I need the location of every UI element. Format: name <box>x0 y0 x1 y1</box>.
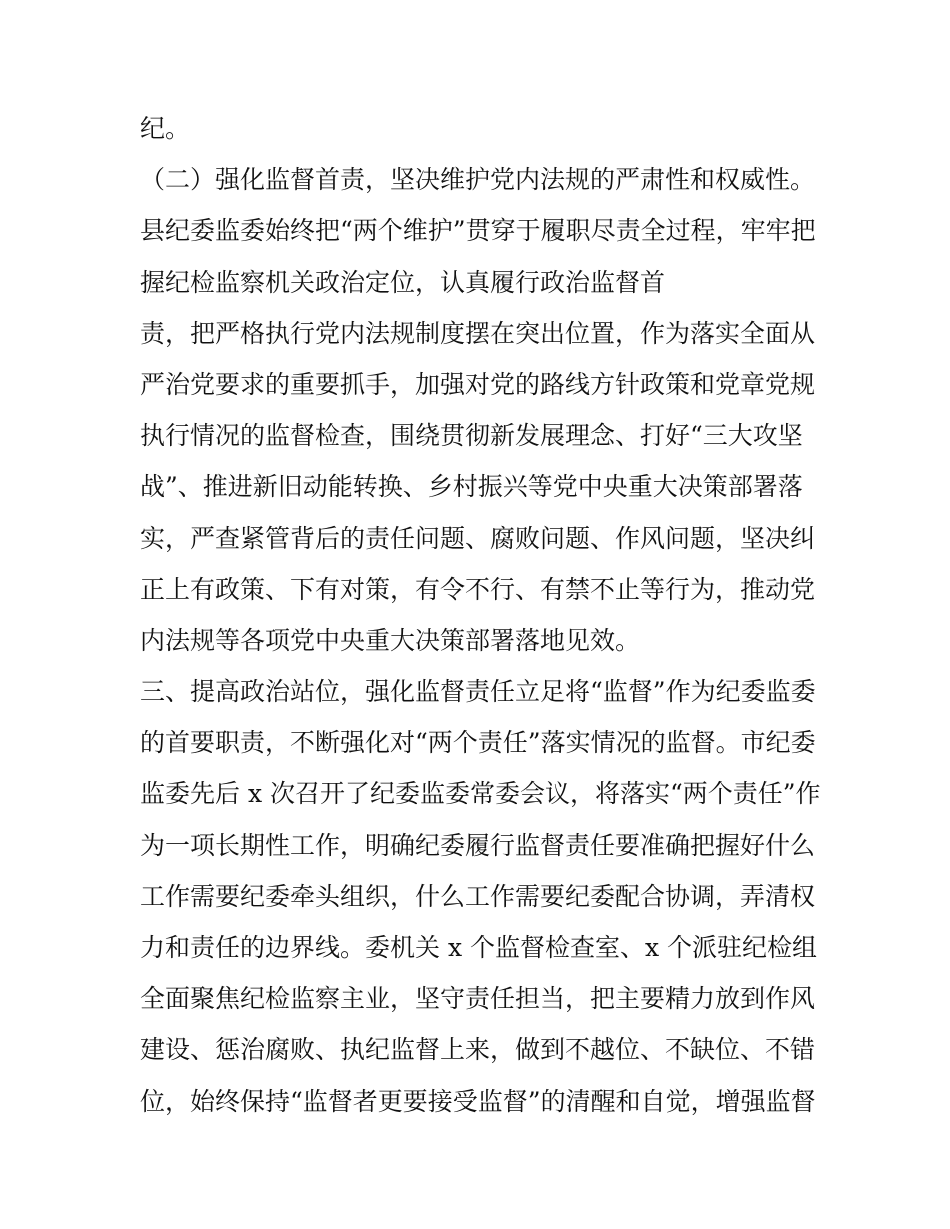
text-line: 为一项长期性工作，明确纪委履行监督责任要准确把握好什么 <box>140 830 816 860</box>
text-line: 严治党要求的重要抓手，加强对党的路线方针政策和党章党规 <box>140 369 816 399</box>
text-line: 全面聚焦纪检监察主业，坚守责任担当，把主要精力放到作风 <box>140 984 816 1014</box>
text-line: 位，始终保持“监督者更要接受监督”的清醒和自觉，增强监督 <box>140 1086 816 1116</box>
text-line: 正上有政策、下有对策，有令不行、有禁不止等行为，推动党 <box>140 574 816 604</box>
text-line: 内法规等各项党中央重大决策部署落地见效。 <box>140 625 641 655</box>
text-line: 力和责任的边界线。委机关 x 个监督检查室、x 个派驻纪检组 <box>140 933 818 962</box>
section-heading: （二）强化监督首责，坚决维护党内法规的严肃性和权威性。 <box>140 165 816 195</box>
text-line: 工作需要纪委牵头组织，什么工作需要纪委配合协调，弄清权 <box>140 881 816 911</box>
text-line: 责，把严格执行党内法规制度摆在突出位置，作为落实全面从 <box>140 318 816 348</box>
text-line: 的首要职责，不断强化对“两个责任”落实情况的监督。市纪委 <box>140 728 816 758</box>
body-text <box>140 103 830 1127</box>
text-line: 实，严查紧管背后的责任问题、腐败问题、作风问题，坚决纠 <box>140 523 816 553</box>
section-heading: 三、提高政治站位，强化监督责任立足将“监督”作为纪委监委 <box>140 677 816 707</box>
text-line: 执行情况的监督检查，围绕贯彻新发展理念、打好“三大攻坚 <box>140 421 803 451</box>
text-line: 县纪委监委始终把“两个维护”贯穿于履职尽责全过程，牢牢把 <box>140 216 816 246</box>
text-line: 纪。 <box>140 114 191 143</box>
text-line: 建设、惩治腐败、执纪监督上来，做到不越位、不缺位、不错 <box>140 1035 816 1065</box>
text-line: 战”、推进新旧动能转换、乡村振兴等党中央重大决策部署落 <box>140 472 803 502</box>
text-line: 监委先后 x 次召开了纪委监委常委会议，将落实“两个责任”作 <box>140 779 821 809</box>
text-line: 握纪检监察机关政治定位，认真履行政治监督首 <box>140 267 666 297</box>
